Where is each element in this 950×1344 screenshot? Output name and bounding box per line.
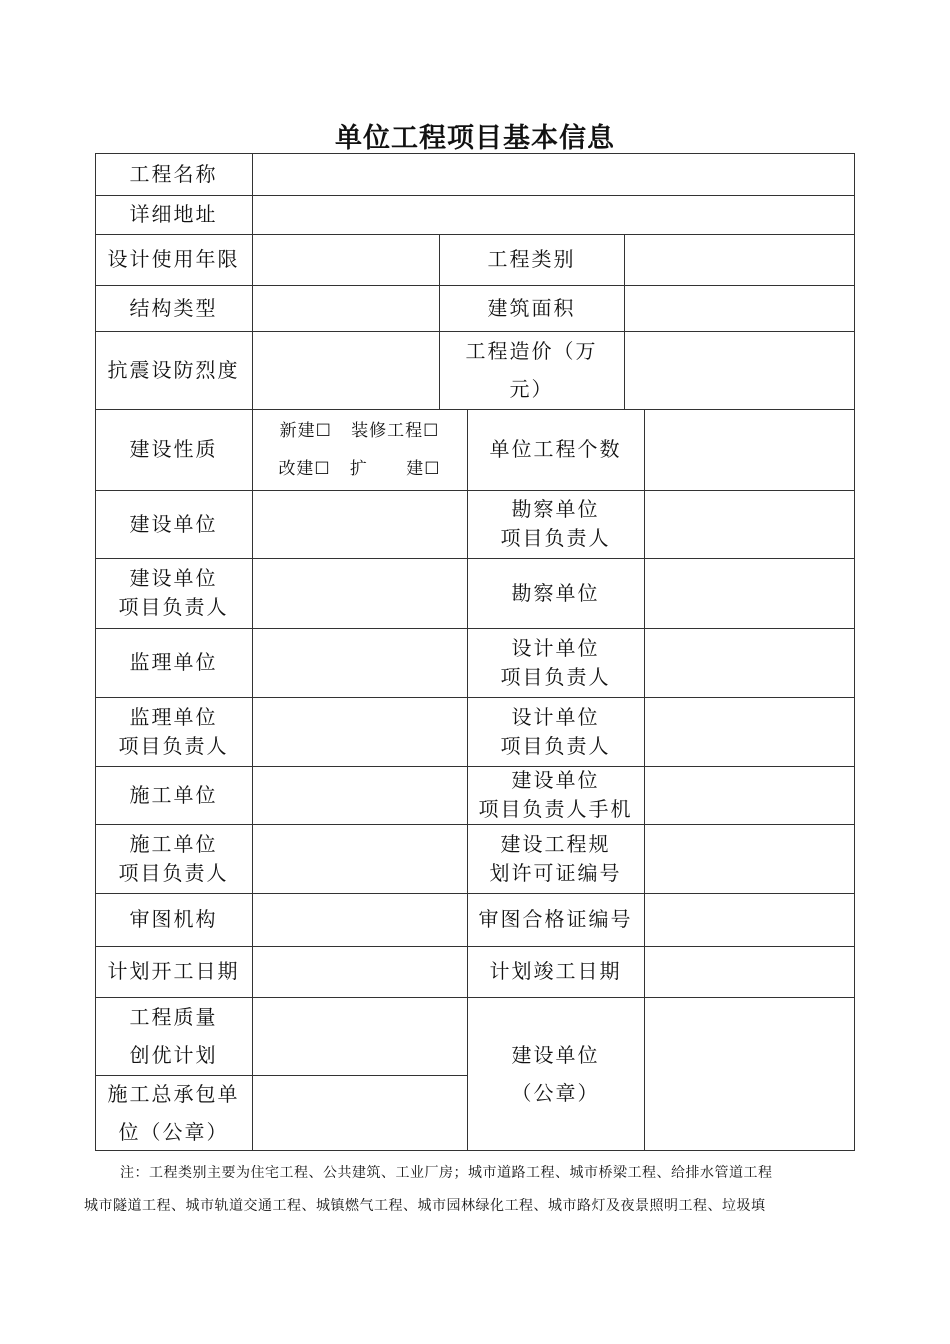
building-area-label: 建筑面积 <box>487 295 576 320</box>
review-agency-field[interactable] <box>252 893 467 946</box>
review-cert-field[interactable] <box>644 893 855 946</box>
nature-label: 建设性质 <box>129 437 218 461</box>
design-life-label: 设计使用年限 <box>107 247 240 271</box>
project-category-label: 工程类别 <box>487 247 576 271</box>
general-contractor-field[interactable] <box>252 1075 467 1151</box>
design-manager-field[interactable] <box>644 628 855 697</box>
builder-manager-field[interactable] <box>252 558 467 628</box>
planned-start-field[interactable] <box>252 946 467 997</box>
review-cert-label: 审图合格证编号 <box>478 907 633 931</box>
building-area-field[interactable] <box>624 285 855 331</box>
project-cost-label: 工程造价（万 元） <box>465 339 598 401</box>
footnote-line-2: 城市隧道工程、城市轨道交通工程、城镇燃气工程、城市园林绿化工程、城市路灯及夜景照明工程、垃圾填 <box>84 1198 766 1214</box>
general-contractor-label: 施工总承包单 位（公章） <box>107 1082 240 1144</box>
design-manager-field-2[interactable] <box>644 697 855 766</box>
footnote-line-1: 注：工程类别主要为住宅工程、公共建筑、工业厂房；城市道路工程、城市桥梁工程、给排水管道工程 <box>120 1165 773 1181</box>
builder-manager-phone-label: 建设单位 项目负责人手机 <box>478 768 633 821</box>
planning-permit-field[interactable] <box>644 824 855 893</box>
construction-unit-field[interactable] <box>252 766 467 824</box>
review-agency-label: 审图机构 <box>129 907 218 931</box>
construction-manager-label: 施工单位 项目负责人 <box>118 831 229 885</box>
structure-type-label: 结构类型 <box>129 295 218 320</box>
project-cost-field[interactable] <box>624 331 855 409</box>
construction-manager-field[interactable] <box>252 824 467 893</box>
construction-unit-label: 施工单位 <box>129 782 218 807</box>
project-category-field[interactable] <box>624 234 855 285</box>
project-name-label: 工程名称 <box>129 161 218 186</box>
address-field[interactable] <box>252 195 855 234</box>
page-title: 单位工程项目基本信息 <box>335 123 615 154</box>
supervision-unit-label: 监理单位 <box>129 650 218 674</box>
design-manager-label-2: 设计单位 项目负责人 <box>500 704 611 758</box>
seismic-label: 抗震设防烈度 <box>107 357 240 382</box>
builder-seal-field[interactable] <box>644 997 855 1151</box>
builder-seal-label: 建设单位 （公章） <box>511 1043 600 1105</box>
planned-finish-label: 计划竣工日期 <box>489 959 622 983</box>
supervision-unit-field[interactable] <box>252 628 467 697</box>
design-life-field[interactable] <box>252 234 439 285</box>
project-name-field[interactable] <box>252 153 855 195</box>
survey-unit-field[interactable] <box>644 558 855 628</box>
seismic-field[interactable] <box>252 331 439 409</box>
survey-manager-field[interactable] <box>644 490 855 558</box>
builder-unit-field[interactable] <box>252 490 467 558</box>
unit-count-field[interactable] <box>644 409 855 490</box>
supervision-manager-field[interactable] <box>252 697 467 766</box>
planning-permit-label: 建设工程规 划许可证编号 <box>489 831 622 885</box>
planned-finish-field[interactable] <box>644 946 855 997</box>
nature-options-row2[interactable]: 改建☐ 扩 建☐ <box>278 458 441 479</box>
quality-plan-label: 工程质量 创优计划 <box>129 1005 218 1067</box>
planned-start-label: 计划开工日期 <box>107 959 240 983</box>
nature-options[interactable] <box>252 409 467 490</box>
unit-count-label: 单位工程个数 <box>489 437 622 461</box>
survey-unit-label: 勘察单位 <box>511 580 600 605</box>
nature-options-row1[interactable]: 新建☐ 装修工程☐ <box>279 420 440 441</box>
builder-unit-label: 建设单位 <box>129 511 218 536</box>
builder-manager-label: 建设单位 项目负责人 <box>118 566 229 619</box>
quality-plan-field[interactable] <box>252 997 467 1075</box>
design-manager-label: 设计单位 项目负责人 <box>500 635 611 689</box>
structure-type-field[interactable] <box>252 285 439 331</box>
supervision-manager-label: 监理单位 项目负责人 <box>118 704 229 758</box>
builder-manager-phone-field[interactable] <box>644 766 855 824</box>
survey-manager-label: 勘察单位 项目负责人 <box>500 497 611 550</box>
address-label: 详细地址 <box>129 202 218 226</box>
